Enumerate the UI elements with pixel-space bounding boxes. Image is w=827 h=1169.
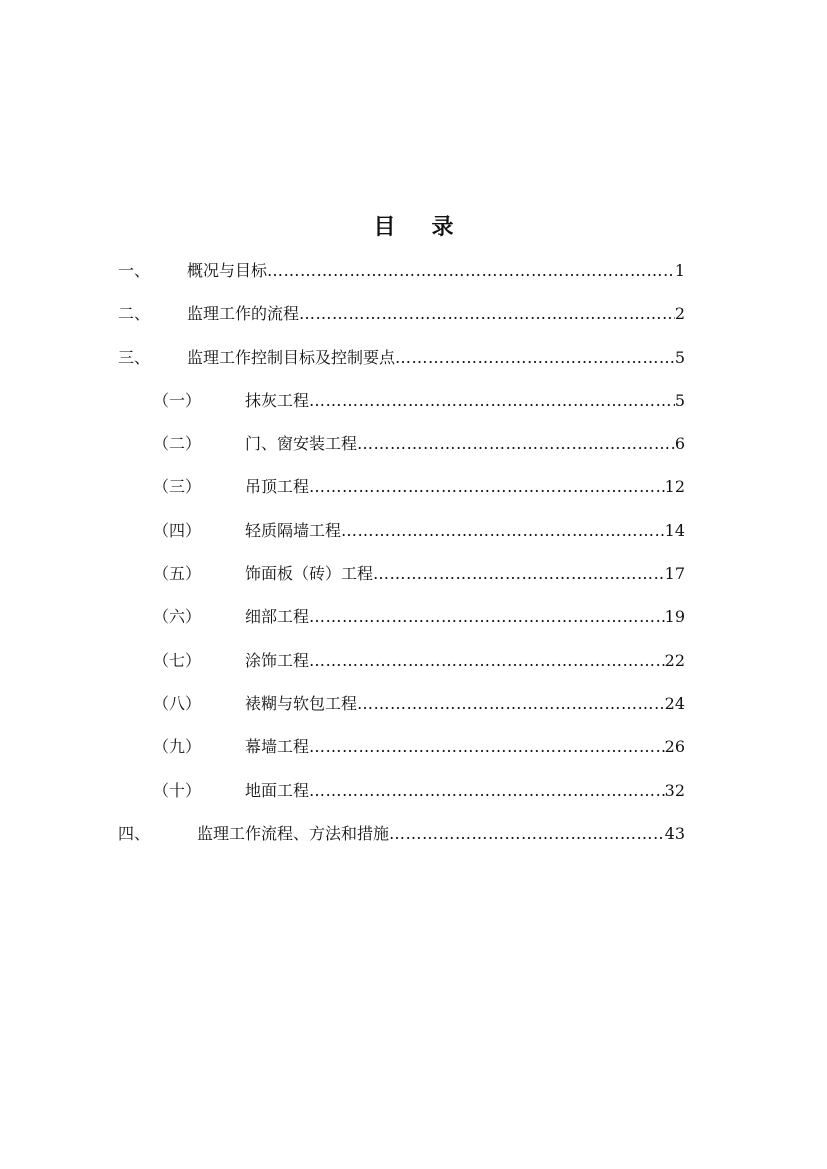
toc-entry-label: 轻质隔墙工程 [245,520,342,540]
title-char-2: 录 [431,214,454,240]
title-char-1: 目 [373,214,396,240]
toc-entry-page: 32 [664,780,685,800]
page-title [0,210,827,241]
toc-entry-number: （十） [153,780,202,800]
toc-entry-label: 监理工作流程、方法和措施 [197,823,390,843]
toc-entry-label: 概况与目标 [187,261,268,280]
toc-subentry-8[interactable] [0,691,827,734]
toc-list [0,258,827,864]
toc-subentry-7[interactable] [0,648,827,691]
dot-leader [309,778,665,804]
toc-entry-page: 5 [674,347,685,367]
toc-entry-page: 2 [674,304,685,324]
toc-entry-number: 三、 [118,347,151,367]
toc-entry-page: 5 [674,390,685,410]
toc-entry-label: 监理工作的流程 [187,304,300,324]
toc-entry-number: （七） [153,650,202,670]
toc-entry-label: 监理工作控制目标及控制要点 [187,347,396,367]
toc-entry-page: 43 [664,823,685,843]
toc-entry-page: 26 [664,737,685,757]
toc-entry-page: 24 [664,693,685,713]
toc-subentry-4[interactable] [0,518,827,561]
dot-leader [357,431,675,457]
toc-entry-2[interactable] [0,301,827,344]
toc-entry-number: （四） [153,520,202,540]
toc-entry-label: 抹灰工程 [245,390,310,410]
toc-subentry-10[interactable] [0,778,827,821]
toc-entry-label: 裱糊与软包工程 [245,693,358,713]
toc-entry-number: （八） [153,693,202,713]
toc-entry-number: （九） [153,737,202,757]
dot-leader [299,301,675,327]
toc-entry-label: 幕墙工程 [245,737,310,757]
toc-subentry-6[interactable] [0,604,827,647]
toc-entry-number: （五） [153,564,202,584]
toc-entry-page: 17 [664,564,685,584]
dot-leader [395,345,675,371]
toc-entry-page: 14 [664,520,685,540]
toc-entry-number: 四、 [118,823,151,843]
toc-subentry-5[interactable] [0,561,827,604]
toc-entry-label: 涂饰工程 [245,650,310,670]
dot-leader [309,604,665,630]
toc-entry-label: 细部工程 [245,607,310,627]
dot-leader [389,821,665,847]
toc-entry-label: 地面工程 [245,780,310,800]
toc-entry-3[interactable] [0,345,827,388]
toc-entry-number: （六） [153,607,202,627]
dot-leader [357,691,665,717]
toc-entry-number: （二） [153,434,202,454]
toc-entry-page: 6 [674,434,685,454]
toc-entry-page: 22 [664,650,685,670]
toc-subentry-3[interactable] [0,474,827,517]
toc-entry-page: 12 [664,477,685,497]
dot-leader [309,474,665,500]
dot-leader [309,734,665,760]
toc-entry-label: 吊顶工程 [245,477,310,497]
toc-entry-number: （一） [153,390,202,410]
toc-entry-page: 1 [674,261,685,280]
dot-leader [309,388,675,414]
toc-subentry-1[interactable] [0,388,827,431]
toc-entry-number: （三） [153,477,202,497]
toc-entry-label: 饰面板（砖）工程 [245,564,374,584]
toc-subentry-9[interactable] [0,734,827,777]
toc-entry-number: 二、 [118,304,151,324]
toc-entry-4[interactable] [0,821,827,864]
dot-leader [267,258,675,284]
toc-entry-number: 一、 [118,261,151,280]
toc-entry-label: 门、窗安装工程 [245,434,358,454]
dot-leader [309,648,665,674]
dot-leader [373,561,665,587]
toc-entry-1[interactable] [0,258,827,301]
toc-subentry-2[interactable] [0,431,827,474]
toc-entry-page: 19 [664,607,685,627]
dot-leader [341,518,665,544]
